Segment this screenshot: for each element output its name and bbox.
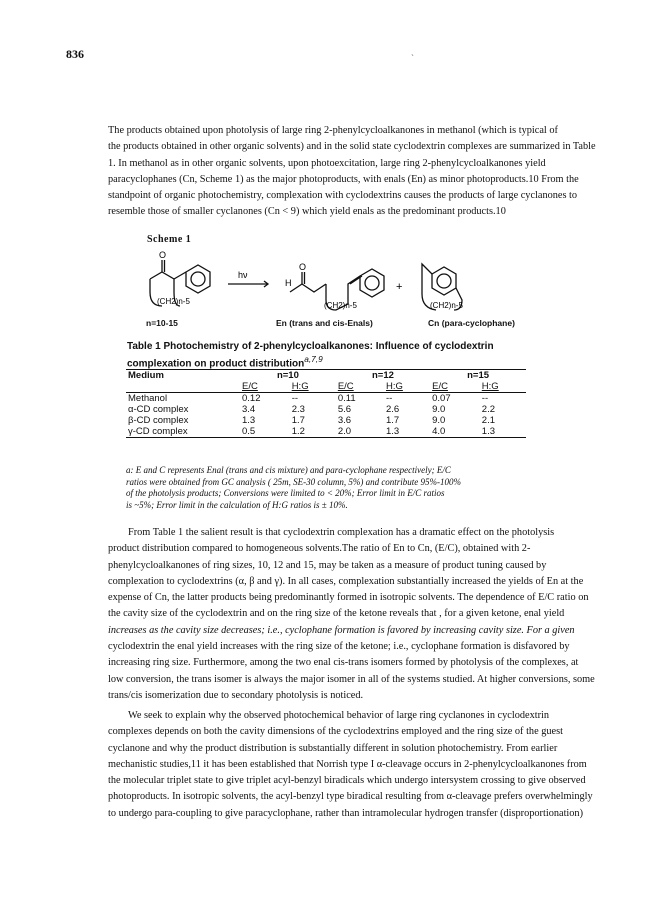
cell: --: [385, 393, 393, 404]
cyclophane-chain-label: (CH2)n-5: [430, 301, 463, 310]
cell: 0.11: [337, 393, 356, 404]
cell: 2.1: [481, 415, 496, 426]
header-medium: Medium: [126, 370, 240, 382]
reactant-label: n=10-15: [146, 318, 178, 328]
cell: --: [481, 393, 489, 404]
paragraph-explanation: [108, 708, 606, 822]
arrow-label: hν: [238, 270, 248, 280]
text-line: We seek to explain why the observed photochemical behavior of large ring cyclanones in cyclodextrin: [128, 710, 550, 721]
table-row: [126, 426, 526, 438]
cell: 0.12: [242, 393, 261, 404]
scheme-title: Scheme 1: [147, 234, 192, 245]
enal-oxygen: O: [299, 262, 307, 272]
subheader-ec: E/C: [430, 381, 480, 393]
header-n12: n=12: [336, 370, 430, 382]
text-line: photoproducts. In isotropic solvents, the acyl-benzyl type biradical resulting from α-cleavage prefers overwhelmingly: [108, 791, 593, 803]
cell: 2.0: [336, 426, 384, 438]
text-line: standpoint of organic photochemistry, complexation with cyclodextrins causes the products of large cyclanones to: [108, 190, 578, 202]
table-caption: [127, 340, 547, 370]
text-line: complexation to cyclodextrins (α, β and γ). In all cases, complexation substantially increased the yields of En at the: [108, 575, 584, 587]
cell: 1.3: [384, 426, 430, 438]
paragraph-intro: [108, 123, 606, 221]
phenyl-link-bond: [174, 272, 186, 279]
cell: 2.3: [291, 404, 305, 415]
text-line: the products obtained in other organic solvents) and in the solid state cyclodextrin complexes are summarized in Table: [108, 141, 596, 153]
cell: 0.5: [240, 426, 290, 438]
cell-medium: γ-CD complex: [126, 426, 240, 438]
stray-mark: `: [411, 53, 414, 63]
enal-chain-label: (CH2)n-5: [324, 301, 357, 310]
cell: 1.3: [242, 415, 256, 426]
cell: 5.6: [337, 404, 352, 415]
text-line: product distribution compared to homogeneous solvents.The ratio of En to Cn, (E/C), obtained with 2-: [108, 543, 531, 555]
cell: 1.7: [291, 415, 305, 426]
text-line: increases as the cavity size decreases; i.e., cyclophane formation is favored by increasing cavity size. For a given: [108, 624, 575, 636]
cell: 4.0: [430, 426, 480, 438]
table-footnote: [126, 465, 526, 511]
cell: --: [291, 393, 299, 404]
text-line: to undergo para-coupling to give paracyclophane, rather than intramolecular hydrogen transfer (disproportionation): [108, 807, 584, 819]
header-n15: n=15: [430, 370, 526, 382]
text-line: the molecular triplet state to give triplet acyl-benzyl biradicals which undergo intersystem crossing to give observed: [108, 775, 586, 787]
subheader-hg: H:G: [384, 381, 430, 393]
cell: 1.3: [480, 426, 526, 438]
text-line: From Table 1 the salient result is that cyclodextrin complexation has a dramatic effect on the photolysis: [128, 527, 555, 538]
subheader-hg: H:G: [480, 381, 526, 393]
cell: 3.6: [337, 415, 352, 426]
text-line: expense of Cn, the latter products being predominantly formed in isotropic solvents. The dependence of E/C ratio on: [108, 592, 589, 604]
footnote-line: ratios were obtained from GC analysis ( 25m, SE-30 column, 5%) and contribute 95%-100%: [126, 476, 462, 487]
cell: 2.6: [385, 404, 400, 415]
reactant-oxygen: O: [159, 250, 167, 260]
table-header-row: [126, 370, 526, 382]
footnote-line: is ~5%; Error limit in the calculation of H:G ratios is ± 10%.: [126, 499, 348, 510]
caption-line: Table 1 Photochemistry of 2-phenylcycloalkanones: Influence of cyclodextrin: [127, 341, 494, 352]
table-subheader-row: [126, 381, 526, 393]
page-number: 836: [66, 47, 84, 61]
empty-cell: [126, 381, 240, 393]
footnote-line: a: E and C represents Enal (trans and cis mixture) and para-cyclophane respectively; E/C: [126, 465, 451, 475]
enal-label: En (trans and cis-Enals): [276, 318, 373, 328]
enal-chain-bonds: [290, 284, 326, 292]
cyclophane-label: Cn (para-cyclophane): [428, 318, 515, 328]
caption-text: complexation on product distribution: [127, 358, 305, 370]
cyclophane-aromatic-circle: [437, 274, 451, 288]
text-line: low conversion, the trans isomer is always the major isomer in all of the systems studied. At higher conversions, some: [108, 673, 595, 685]
cell: 9.0: [432, 415, 446, 426]
text-line: phenylcycloalkanones of ring sizes, 10, 12 and 15, may be taken as a measure of product tuning caused by: [108, 559, 547, 571]
text-line: the cavity size of the cyclodextrin and on the ring size of the ketone reveals that , for a given ketone, enal yield: [108, 608, 565, 620]
enal-carbonyl-bond: [302, 272, 305, 284]
cell: 9.0: [432, 404, 446, 415]
text-line: cyclanone and why the product distribution is substantially different in solution photochemistry. From earlier: [108, 742, 558, 754]
cell: 1.7: [385, 415, 400, 426]
cell: 3.4: [242, 404, 256, 415]
cell-medium: α-CD complex: [128, 404, 189, 415]
aromatic-circle: [191, 272, 205, 286]
text-line: mechanistic studies,11 it has been established that Norrish type I α-cleavage occurs in 2-phenylcycloalkanones from: [108, 758, 587, 770]
subheader-ec: E/C: [336, 381, 384, 393]
cell: 1.2: [290, 426, 336, 438]
text-line: The products obtained upon photolysis of large ring 2-phenylcycloalkanones in methanol (which is typical of: [108, 125, 558, 136]
text-line: paracyclophanes (Cn, Scheme 1) as the major photoproducts, with enals (En) as minor photoproducts.10 From the: [108, 173, 579, 185]
enal-phenyl-ring: [360, 269, 384, 297]
reactant-chain-label: (CH2)n-5: [157, 297, 190, 306]
cyclophane-ring: [432, 267, 456, 295]
text-line: 1. In methanol as in other organic solvents, upon photoexcitation, large ring 2-phenylcycloalkanones yield: [108, 157, 546, 169]
phenyl-ring: [186, 265, 210, 293]
paragraph-results: [108, 525, 606, 704]
subheader-ec: E/C: [240, 381, 290, 393]
footnote-line: of the photolysis products; Conversions were limited to < 20%; Error limit in E/C ratios: [126, 488, 445, 498]
table-row: [126, 393, 526, 405]
reactant-ring-bonds: [150, 272, 174, 292]
subheader-hg: H:G: [290, 381, 336, 393]
enal-aromatic-circle: [365, 276, 379, 290]
plus-sign: +: [396, 281, 403, 293]
text-line: cyclodextrin the enal yield increases with the ring size of the ketone; i.e., cyclophane formation is disfavored by: [108, 641, 570, 653]
text-line: resemble those of smaller cyclanones (Cn < 9) which yield enals as the predominant products.10: [108, 206, 506, 218]
carbonyl-bond: [162, 260, 165, 272]
table-row: [126, 404, 526, 415]
text-line: trans/cis isomerization due to secondary photolysis is noticed.: [108, 689, 364, 701]
cell-medium: Methanol: [128, 393, 168, 404]
cell: 0.07: [432, 393, 451, 404]
header-n10: n=10: [240, 370, 336, 382]
enal-hydrogen: H: [285, 278, 292, 288]
cell-medium: β-CD complex: [128, 415, 189, 426]
results-table: [126, 369, 526, 438]
text-line: increasing ring size. Furthermore, among the two enal cis-trans isomers formed by photolysis of the complexes, at: [108, 657, 579, 669]
caption-line-2: [127, 353, 547, 370]
table-row: [126, 415, 526, 426]
cell: 2.2: [481, 404, 496, 415]
text-line: complexes depends on both the cavity dimensions of the cyclodextrins employed and the ring size of the guest: [108, 726, 563, 738]
caption-superscript: a,7,9: [304, 354, 323, 364]
